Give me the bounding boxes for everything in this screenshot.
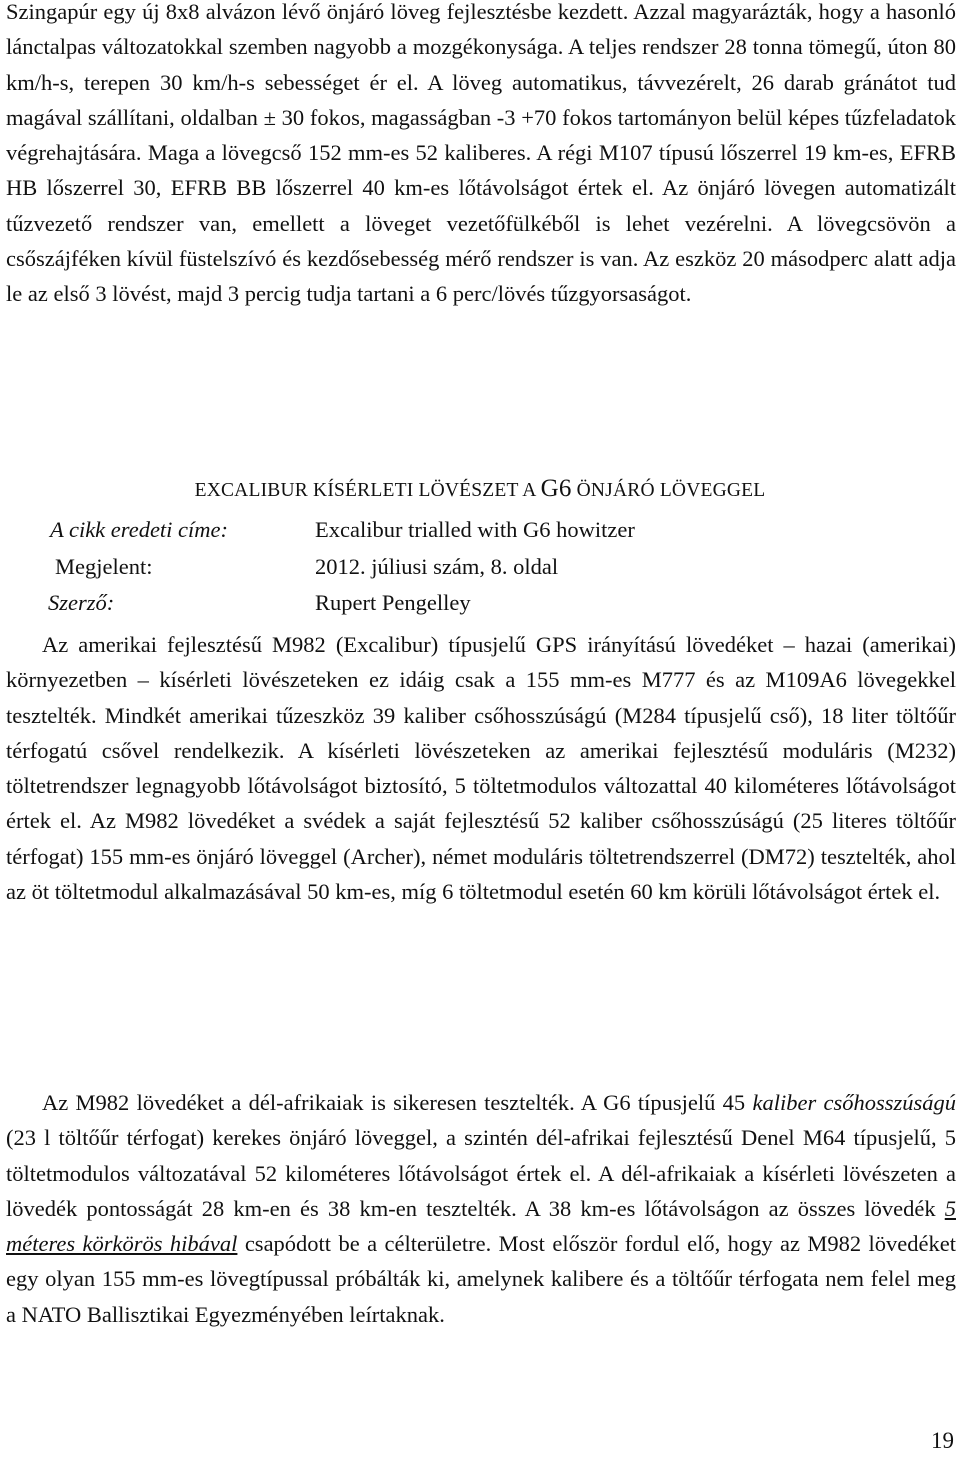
paragraph-excalibur-us-tests [6, 627, 956, 909]
published-value: 2012. júliusi szám, 8. oldal [315, 554, 559, 579]
heading-g6: G6 [540, 475, 572, 502]
published-label: Megjelent: [55, 554, 153, 579]
heading-part-1: EXCALIBUR KÍSÉRLETI LÖVÉSZET A [194, 480, 541, 501]
paragraph-3-text-a: Az M982 lövedéket a dél-afrikaiak is sikeresen tesztelték. A G6 típusjelű 45 [42, 1090, 753, 1115]
author-row [48, 588, 471, 618]
paragraph-south-african-tests [6, 1085, 956, 1332]
original-title-value: Excalibur trialled with G6 howitzer [315, 517, 635, 542]
paragraph-3-text-b: (23 l töltőűr térfogat) kerekes önjáró löveggel, a szintén dél-afrikai fejlesztésű Denel M64 típusjelű, 5 töltetmodulos változatával 52 kilométeres lőtávolságot értek el. A dél-afrikaiak a kísérleti lövészeten a lövedék pontosságát 28 km-en és 38 km-en tesztelték. A 38 km-es lőtávolságon az összes lövedék [6, 1125, 956, 1221]
paragraph-2-text: Az amerikai fejlesztésű M982 (Excalibur) típusjelű GPS irányítású lövedéket – hazai (amerikai) környezetben – kísérleti lövészeteken ez idáig csak a 155 mm-es M777 és az M109A6 lövegekkel tesztelték. Mindkét amerikai tűzeszköz 39 kaliber csőhosszúságú (M284 típusjelű cső), 18 liter töltőűr térfogatú csővel rendelkezik. A kísérleti lövészeteken az amerikai fejlesztésű moduláris (M232) töltetrendszer legnagyobb lőtávolságot biztosító, 5 töltetmodulos változattal 40 kilométeres lőtávolságot értek el. Az M982 lövedéket a svédek a saját fejlesztésű 52 kaliber csőhosszúságú (25 literes töltőűr térfogat) 155 mm-es önjáró löveggel (Archer), német moduláris töltetrendszerrel (DM72) tesztelték, ahol az öt töltetmodul alkalmazásával 50 km-es, míg 6 töltetmodul esetén 60 km körüli lőtávolságot értek el. [6, 632, 956, 905]
author-value: Rupert Pengelley [315, 590, 471, 615]
paragraph-3-italic: kaliber csőhosszúságú [752, 1090, 957, 1115]
paragraph-singapore-howitzer: Szingapúr egy új 8x8 alvázon lévő önjáró löveg fejlesztésbe kezdett. Azzal magyarázták, hogy a hasonló lánctalpas változatokkal szemben nagyobb a mozgékonysága. A teljes rendszer 28 tonna tömegű, úton 80 km/h-s, terepen 30 km/h-s sebességet ér el. A löveg automatikus, távvezérelt, 26 darab gránátot tud magával szállítani, oldalban ± 30 fokos, magasságban -3 +70 fokos tartományon belül képes tűzfeladatok végrehajtására. Maga a lövegcső 152 mm-es 52 kaliberes. A régi M107 típusú lőszerrel 19 km-es, EFRB HB lőszerrel 30, EFRB BB lőszerrel 40 km-es lőtávolságot értek el. Az önjáró lövegen automatizált tűzvezető rendszer van, emellett a löveget vezetőfülkéből is lehet vezérelni. A lövegcsövön a csőszájféken kívül füstelszívó és kezdősebesség mérő rendszer is van. Az eszköz 20 másodperc alatt adja le az első 3 lövést, majd 3 percig tudja tartani a 6 perc/lövés tűzgyorsaságot. [6, 0, 956, 307]
original-title-row [50, 515, 635, 545]
paragraph-3-text-c: csapódott be a célterületre. Most először fordul elő, hogy az M982 lövedéket egy olyan 155 mm-es lövegtípussal próbálták ki, amelynek kalibere és a töltőűr térfogata nem felel meg a NATO Ballisztikai Egyezményében leírtaknak. [6, 1231, 956, 1327]
page-number: 19 [931, 1428, 954, 1453]
original-title-label: A cikk eredeti címe: [50, 517, 229, 542]
paragraph-3-underlined: 5 méteres körkörös hibával [6, 1195, 956, 1257]
published-row [55, 552, 558, 582]
author-label: Szerző: [48, 590, 115, 615]
heading-part-2: ÖNJÁRÓ LÖVEGGEL [571, 480, 766, 501]
article-heading [0, 475, 960, 503]
